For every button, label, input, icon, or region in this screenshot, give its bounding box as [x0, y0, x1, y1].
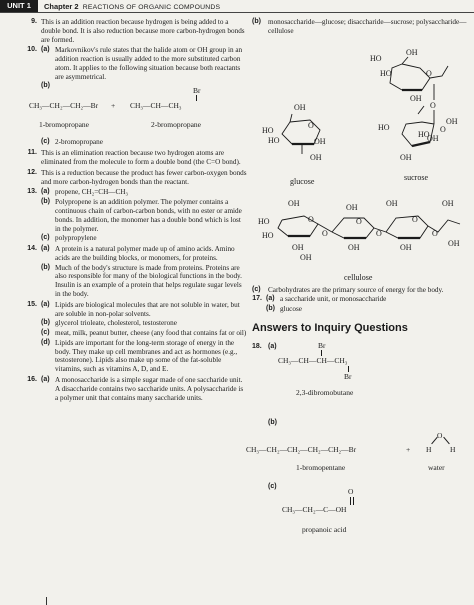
- answer-9: [17, 18, 247, 44]
- oh-label: OH: [400, 242, 412, 252]
- part-label: (b): [41, 198, 50, 206]
- oh-label: OH: [300, 252, 312, 262]
- part-text: Lipids are biological molecules that are not soluble in water, but are soluble in non-polar solvents.: [55, 300, 240, 318]
- answer-number: 12.: [27, 168, 37, 176]
- ho-label: HO: [370, 53, 382, 63]
- bromo-substituent: Br: [318, 341, 326, 351]
- carbonyl-oxygen: O: [348, 487, 354, 497]
- ring-oxygen: O: [432, 228, 438, 238]
- part-text: 2-bromopropane: [55, 138, 103, 147]
- bond-line: [196, 95, 197, 101]
- compound-name: 1-bromopentane: [296, 463, 346, 473]
- ring-oxygen: O: [426, 68, 432, 78]
- answer-number: 16.: [27, 376, 37, 383]
- cellulose-structure: [258, 199, 460, 282]
- answer-text: This is a reduction because the product has fewer carbon-oxygen bonds and more carbon-hydrogen bonds than the reactant.: [41, 168, 247, 186]
- ring-oxygen: O: [440, 124, 446, 134]
- part-text: Carbohydrates are the primary source of energy for the body.: [268, 285, 444, 294]
- compound-name: water: [428, 463, 445, 473]
- sugar-structures-figure: [252, 38, 468, 288]
- water-hydrogen: H: [450, 445, 456, 455]
- answer-number: 14.: [27, 245, 37, 253]
- oh-label: OH: [292, 242, 304, 252]
- formula-1-bromopropane: CH₃—CH₂—CH₂—Br: [29, 101, 99, 111]
- answer-13c: [41, 234, 247, 243]
- oh-label: OH: [427, 133, 439, 143]
- answer-11: [17, 149, 247, 167]
- oh-label: OH: [294, 102, 306, 112]
- part-text: monosaccharide—glucose; disaccharide—sucrose; polysaccharide—cellulose: [268, 18, 467, 35]
- answer-13a: [41, 188, 247, 197]
- answer-14a: [41, 245, 247, 263]
- answer-13b: [41, 198, 247, 233]
- oh-label: OH: [448, 238, 460, 248]
- part-text: Markovnikov's rule states that the halide atom or OH group in an addition reaction is usually added to the more substituted carbon atom. It applies to the following situation because both reactants are asymmetrical.: [55, 46, 243, 81]
- sucrose-name: sucrose: [404, 172, 428, 182]
- answer-17a: [266, 295, 468, 304]
- answer-17b: [266, 305, 468, 314]
- part-text: Lipids are important for the long-term storage of energy in the body. They make up cell membranes and act as hormones (e.g., testosterone). Lipids also make up some of the fat-soluble vitamins, such as vitamins A, D, and E.: [55, 338, 238, 374]
- structural-formula: CH₃—CH—CH—CH₃: [278, 356, 348, 366]
- answer-number: 15.: [27, 300, 37, 308]
- part-text: glucose: [280, 305, 302, 314]
- reaction-products: [29, 86, 239, 130]
- header-rule: [0, 12, 474, 13]
- oh-label: OH: [346, 202, 358, 212]
- oh-label: OH: [442, 198, 454, 208]
- part-label: (b): [41, 82, 50, 90]
- chapter-title: REACTIONS OF ORGANIC COMPOUNDS: [82, 4, 221, 11]
- ho-label: HO: [378, 122, 390, 132]
- answer-text: This is an elimination reaction because two hydrogen atoms are eliminated from the molecule to form a double bond (the C=O bond).: [41, 149, 241, 167]
- part-label: (a): [268, 343, 277, 351]
- oh-label: OH: [400, 152, 412, 162]
- answer-13: [17, 188, 247, 243]
- page-header: [0, 0, 474, 14]
- part-label: (d): [41, 338, 50, 346]
- structural-formula: CH₃—CH₂—CH₂—CH₂—CH₂—Br: [246, 445, 357, 455]
- oh-label: OH: [348, 242, 360, 252]
- part-text: glycerol trioleate, cholesterol, testosterone: [55, 319, 177, 328]
- part-label: (a): [41, 46, 50, 54]
- answer-16b: [252, 18, 468, 36]
- glucose-name: glucose: [290, 176, 315, 186]
- compound-name: propanoic acid: [302, 525, 347, 535]
- oh-label: OH: [288, 198, 300, 208]
- part-label: (a): [266, 295, 275, 303]
- formula-propanoic-acid: [282, 487, 422, 543]
- margin-tick: [46, 597, 47, 605]
- answer-16a: [41, 376, 247, 402]
- part-text: meat, milk, peanut butter, cheese (any food that contains fat or oil): [55, 329, 247, 338]
- name-2-bromopropane: 2-bromopropane: [151, 120, 201, 130]
- bond-line: [431, 437, 438, 445]
- plus-sign: +: [111, 101, 116, 111]
- part-label: (b): [41, 319, 50, 327]
- ho-label: HO: [418, 129, 430, 139]
- answer-number: 11.: [27, 149, 37, 157]
- part-label: (b): [266, 305, 275, 313]
- ho-label: HO: [268, 135, 280, 145]
- oh-label: OH: [386, 198, 398, 208]
- ring-oxygen: O: [322, 228, 328, 238]
- part-label: (b): [41, 263, 50, 271]
- right-column: [246, 18, 468, 551]
- glycosidic-oxygen: O: [430, 100, 436, 110]
- answer-10a: [41, 46, 247, 81]
- oh-label: OH: [410, 93, 422, 103]
- answer-18: [246, 341, 468, 551]
- bromo-substituent: Br: [193, 86, 201, 96]
- answer-number: 10.: [27, 46, 37, 54]
- answer-15a: [41, 301, 247, 319]
- ring-oxygen: O: [356, 216, 362, 226]
- part-label: (a): [41, 245, 50, 253]
- double-bond: [350, 497, 351, 505]
- part-label: (c): [41, 138, 50, 146]
- glucose-structure: [262, 103, 326, 186]
- answer-10c: [41, 138, 247, 147]
- sucrose-structure: [370, 48, 458, 182]
- answer-15b: [41, 319, 247, 328]
- answer-text: This is an addition reaction because hydrogen is being added to a double bond. It is also reduction because more carbon-hydrogen bonds are formed.: [41, 18, 245, 44]
- oh-label: OH: [314, 136, 326, 146]
- double-bond: [353, 497, 354, 505]
- answer-16c: [252, 286, 468, 295]
- water-oxygen: O: [437, 431, 443, 441]
- part-label: (a): [41, 300, 50, 308]
- part-text: A monosaccharide is a simple sugar made of one saccharide unit. A disaccharide contains two saccharide units. A polysaccharide is a polymer unit that contains many saccharide units.: [55, 376, 244, 402]
- part-text: a saccharide unit, or monosaccharide: [280, 295, 387, 304]
- part-label: (c): [252, 285, 261, 293]
- ho-label: HO: [258, 216, 270, 226]
- oh-label: OH: [310, 152, 322, 162]
- answer-17: [246, 295, 468, 314]
- ho-label: HO: [262, 125, 274, 135]
- left-column: [17, 18, 247, 404]
- answer-10: [17, 46, 247, 147]
- part-label: (c): [268, 483, 277, 491]
- unit-badge: UNIT 1: [0, 0, 38, 12]
- name-1-bromopropane: 1-bromopropane: [39, 120, 89, 130]
- structural-formula: CH₃—CH₂—C—OH: [282, 505, 347, 515]
- formula-2-3-dibromobutane: [268, 341, 418, 401]
- ring-oxygen: O: [308, 214, 314, 224]
- oh-label: OH: [446, 116, 458, 126]
- answer-12: [17, 169, 247, 187]
- answer-16: [17, 376, 247, 402]
- ring-oxygen: O: [376, 228, 382, 238]
- reaction-products-b: [246, 431, 468, 475]
- part-label: (a): [41, 188, 50, 196]
- part-text: A protein is a natural polymer made up of amino acids. Amino acids are the building blocks, or monomers, for proteins.: [55, 245, 235, 262]
- part-text: Polypropene is an addition polymer. The polymer contains a continuous chain of carbon-carbon bonds, with no ester or amide bonds. In addition, the monomer has a double bond which is lost in the polymer.: [55, 198, 242, 233]
- answer-number: 18.: [252, 343, 262, 351]
- ho-label: HO: [380, 68, 392, 78]
- answer-14b: [41, 264, 247, 299]
- answer-14: [17, 245, 247, 299]
- answer-number: 13.: [27, 188, 37, 196]
- part-label: (b): [268, 419, 277, 427]
- answer-10b: [29, 82, 247, 130]
- ring-oxygen: O: [308, 120, 314, 130]
- section-title: Answers to Inquiry Questions: [252, 321, 408, 334]
- water-hydrogen: H: [426, 445, 432, 455]
- ring-oxygen: O: [412, 214, 418, 224]
- oh-label: OH: [406, 47, 418, 57]
- ho-label: HO: [262, 230, 274, 240]
- formula-2-bromopropane: CH₃—CH—CH₃: [130, 101, 182, 111]
- answer-number: 17.: [252, 295, 262, 303]
- cellulose-name: cellulose: [344, 272, 373, 282]
- compound-name: 2,3-dibromobutane: [296, 388, 354, 398]
- plus-sign: +: [406, 445, 411, 455]
- answer-15: [17, 301, 247, 374]
- answer-number: 9.: [31, 18, 37, 25]
- part-text: Much of the body's structure is made from proteins. Proteins are also responsible for many of the biological functions in the body. Insulin is an example of a protein that helps regulate sugar levels in the body.: [55, 263, 242, 298]
- bromo-substituent: Br: [344, 372, 352, 382]
- bond-line: [443, 437, 450, 445]
- part-label: (c): [41, 234, 50, 242]
- part-label: (b): [252, 18, 261, 25]
- part-label: (a): [41, 376, 50, 383]
- part-text: propene, CH₂=CH—CH₃: [55, 188, 128, 197]
- chapter-number: Chapter 2: [44, 2, 79, 11]
- part-label: (c): [41, 329, 50, 337]
- answer-15c: [41, 329, 247, 338]
- answer-15d: [41, 339, 247, 374]
- part-text: polypropylene: [55, 234, 97, 243]
